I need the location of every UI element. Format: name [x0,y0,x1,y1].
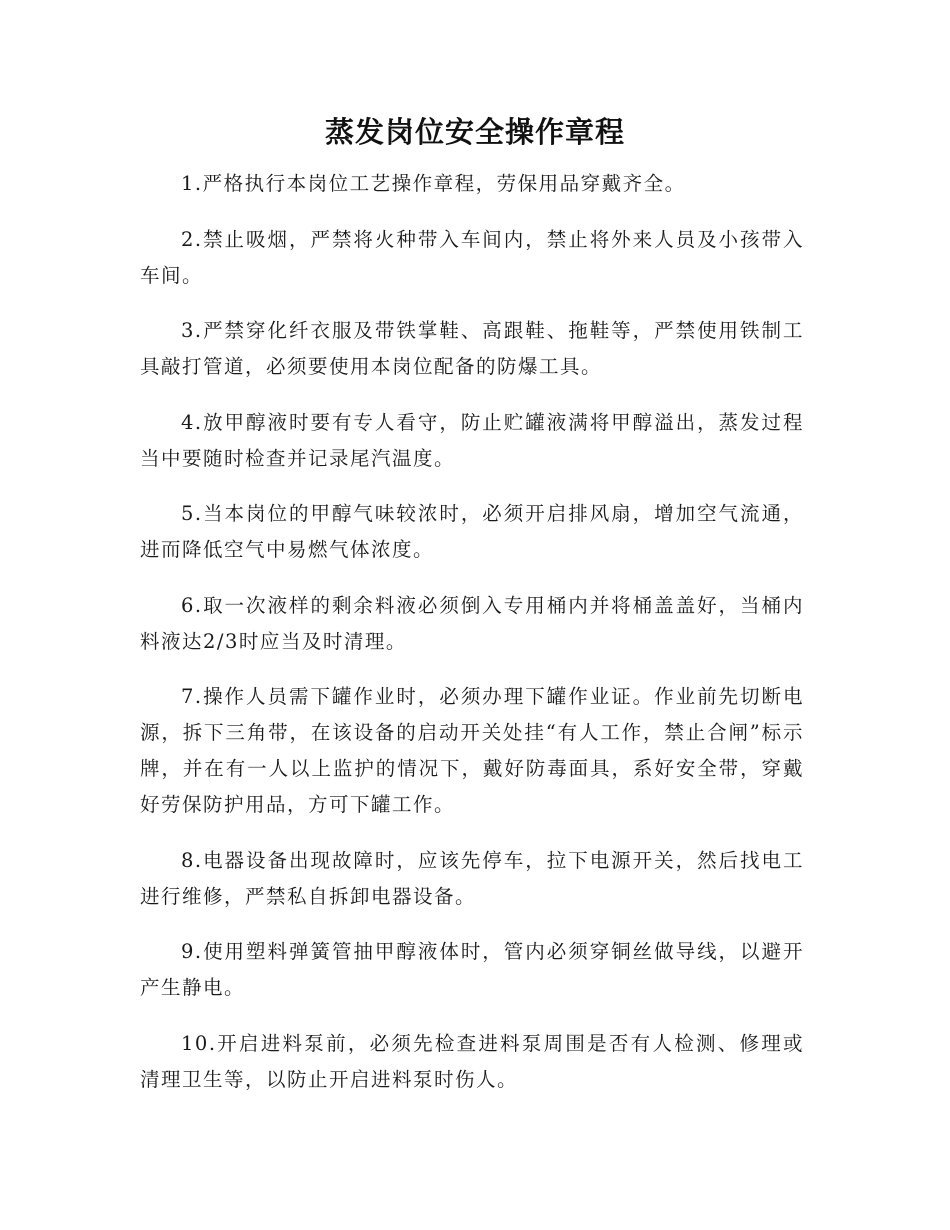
document-title: 蒸发岗位安全操作章程 [324,115,625,149]
rule-item: 1.严格执行本岗位工艺操作章程，劳保用品穿戴齐全。 [181,172,686,195]
rule-item: 3.严禁穿化纤衣服及带铁掌鞋、高跟鞋、拖鞋等，严禁使用铁制工具敲打管道，必须要使用本岗位配备的防爆工具。 [140,319,804,378]
rule-item: 4.放甲醇液时要有专人看守，防止贮罐液满将甲醇溢出，蒸发过程当中要随时检查并记录尾汽温度。 [140,410,804,470]
rule-item: 7.操作人员需下罐作业时，必须办理下罐作业证。作业前先切断电源，拆下三角带，在该设备的启动开关处挂“有人工作，禁止合闸”标示牌，并在有一人以上监护的情况下，戴好防毒面具，系好安全带，穿戴好劳保防护用品，方可下罐工作。 [140,685,804,816]
rule-item: 9.使用塑料弹簧管抽甲醇液体时，管内必须穿铜丝做导线，以避开产生静电。 [140,940,804,999]
rule-item: 8.电器设备出现故障时，应该先停车，拉下电源开关，然后找电工进行维修，严禁私自拆卸电器设备。 [140,848,804,908]
rule-item: 10.开启进料泵前，必须先检查进料泵周围是否有人检测、修理或清理卫生等，以防止开启进料泵时伤人。 [140,1031,804,1091]
rule-item: 6.取一次液样的剩余料液必须倒入专用桶内并将桶盖盖好，当桶内料液达2/3时应当及时清理。 [140,593,804,653]
rule-item: 5.当本岗位的甲醇气味较浓时，必须开启排风扇，增加空气流通，进而降低空气中易燃气体浓度。 [140,502,804,561]
rule-item: 2.禁止吸烟，严禁将火种带入车间内，禁止将外来人员及小孩带入车间。 [140,227,804,287]
rules-list [140,166,804,1117]
